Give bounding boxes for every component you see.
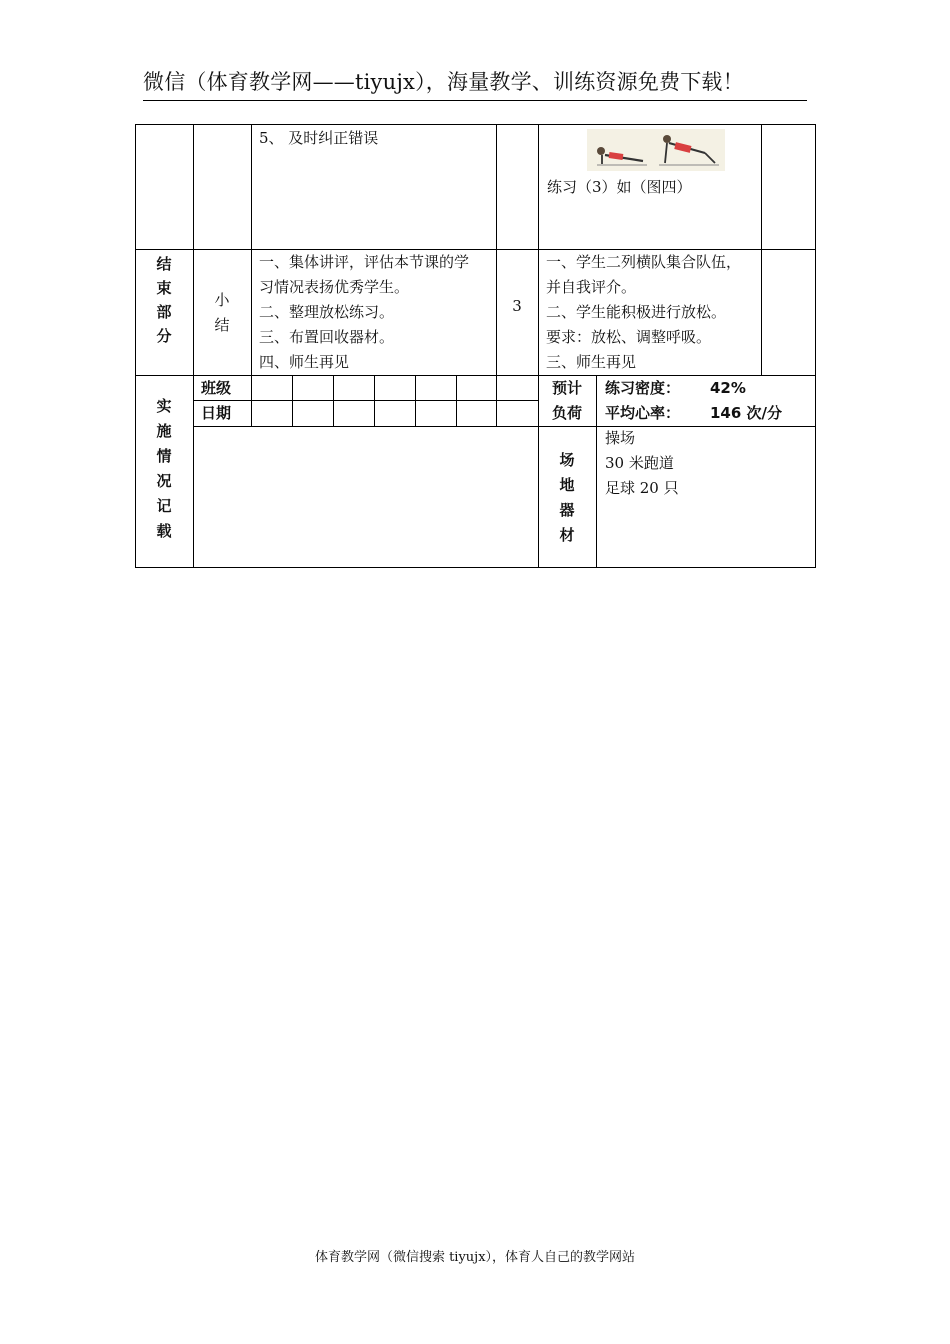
class-label: 班级 (201, 379, 232, 397)
column-divider (251, 124, 252, 427)
table-border-right (815, 124, 816, 568)
column-divider (496, 124, 497, 375)
grid-column (292, 375, 293, 427)
table-border-bottom (135, 567, 816, 568)
column-divider (596, 375, 597, 568)
table-border-top (135, 124, 816, 125)
section-label-ending: 结 束 部 分 (156, 255, 172, 345)
equipment-label: 场 地 器 材 (559, 451, 575, 544)
grid-column (415, 375, 416, 427)
section-label-implementation: 实 施 情 况 记 载 (156, 397, 172, 540)
column-divider (193, 124, 194, 568)
time-minutes: 3 (512, 297, 522, 315)
pushup-figure-image (587, 129, 725, 171)
grid-column (333, 375, 334, 427)
ending-content: 一、集体讲评，评估本节课的学 习情况表扬优秀学生。 二、整理放松练习。 三、布置回收器材。 四、师生再见 (259, 253, 470, 371)
equipment-list: 操场 30 米跑道 足球 20 只 (605, 429, 679, 497)
density-label: 练习密度： (605, 379, 681, 397)
density-value: 42% (710, 379, 746, 397)
sub-label-summary: 小 结 (214, 291, 230, 334)
row-divider (193, 400, 538, 401)
date-label: 日期 (201, 404, 232, 422)
page-footer: 体育教学网（微信搜索 tiyujx），体育人自己的教学网站 (314, 1250, 636, 1265)
heart-rate-value: 146 次/分 (710, 404, 783, 422)
content-step-5: 5、 及时纠正错误 (259, 129, 379, 147)
figure-caption: 练习（3）如（图四） (547, 178, 692, 196)
heart-rate-label: 平均心率： (605, 404, 681, 422)
grid-column (374, 375, 375, 427)
page-header: 微信（体育教学网——tiyujx），海量教学、训练资源免费下载！ (143, 66, 807, 101)
ending-organization: 一、学生二列横队集合队伍， 并自我评介。 二、学生能积极进行放松。 要求：放松、调整呼吸。 三、师生再见 (546, 253, 742, 371)
lesson-plan-table (135, 124, 816, 568)
column-divider (761, 124, 762, 375)
load-label: 预计 负荷 (551, 379, 582, 422)
grid-column (456, 375, 457, 427)
grid-column (496, 375, 497, 427)
